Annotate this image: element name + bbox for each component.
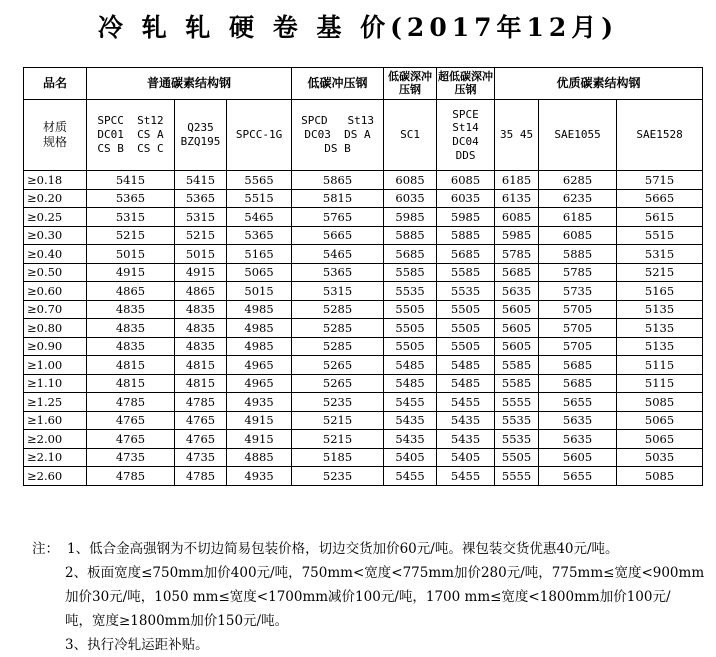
price-cell: 5315 — [87, 208, 175, 227]
price-cell: 5015 — [87, 245, 175, 264]
price-cell: 5405 — [437, 448, 495, 467]
price-cell: 4765 — [175, 411, 227, 430]
price-cell: 4765 — [175, 430, 227, 449]
price-cell: 5735 — [539, 282, 617, 301]
price-cell: 5505 — [437, 337, 495, 356]
price-cell: 4835 — [87, 337, 175, 356]
thickness-cell: ≥0.30 — [24, 226, 87, 245]
price-cell: 4735 — [175, 448, 227, 467]
price-cell: 6085 — [437, 171, 495, 190]
thickness-cell: ≥0.25 — [24, 208, 87, 227]
price-cell: 4935 — [227, 467, 292, 486]
price-cell: 5135 — [617, 319, 703, 338]
price-cell: 5285 — [292, 300, 384, 319]
price-cell: 5535 — [495, 411, 539, 430]
table-row — [24, 467, 703, 486]
price-cell: 5065 — [617, 411, 703, 430]
price-cell: 5485 — [437, 374, 495, 393]
price-cell: 5435 — [384, 411, 437, 430]
price-cell: 5085 — [617, 393, 703, 412]
price-cell: 5455 — [384, 393, 437, 412]
table-header-row-1 — [24, 68, 703, 100]
thickness-cell: ≥0.60 — [24, 282, 87, 301]
product-name-header: 品名 — [24, 68, 87, 100]
price-cell: 5985 — [437, 208, 495, 227]
group-header-ordinary-carbon: 普通碳素结构钢 — [87, 68, 292, 100]
price-cell: 5705 — [539, 337, 617, 356]
price-cell: 5505 — [437, 319, 495, 338]
price-cell: 5635 — [495, 282, 539, 301]
price-cell: 5455 — [437, 467, 495, 486]
price-cell: 5665 — [292, 226, 384, 245]
price-cell: 5535 — [495, 430, 539, 449]
page-title: 冷 轧 轧 硬 卷 基 价(2017年12月) — [97, 13, 619, 42]
price-cell: 5605 — [495, 319, 539, 338]
price-cell: 5585 — [495, 374, 539, 393]
price-cell: 5555 — [495, 393, 539, 412]
price-cell: 5515 — [227, 189, 292, 208]
price-cell: 5215 — [87, 226, 175, 245]
price-cell: 5465 — [292, 245, 384, 264]
price-cell: 5885 — [437, 226, 495, 245]
price-cell: 5455 — [384, 467, 437, 486]
spec-header: SPCE St14 DC04 DDS — [437, 100, 495, 171]
price-cell: 5365 — [87, 189, 175, 208]
price-cell: 4985 — [227, 319, 292, 338]
group-header-low-carbon-stamping: 低碳冲压钢 — [292, 68, 384, 100]
price-cell: 4835 — [175, 319, 227, 338]
thickness-cell: ≥2.60 — [24, 467, 87, 486]
price-cell: 4915 — [227, 430, 292, 449]
thickness-cell: ≥2.00 — [24, 430, 87, 449]
price-cell: 5585 — [384, 263, 437, 282]
price-cell: 6235 — [539, 189, 617, 208]
price-cell: 5435 — [437, 411, 495, 430]
group-header-low-carbon-deep-drawing-label: 低碳深冲压钢 — [388, 69, 433, 96]
price-cell: 6085 — [384, 171, 437, 190]
table-row — [24, 263, 703, 282]
thickness-cell: ≥2.10 — [24, 448, 87, 467]
price-cell: 4735 — [87, 448, 175, 467]
price-cell: 5505 — [495, 448, 539, 467]
price-cell: 5285 — [292, 319, 384, 338]
price-cell: 5485 — [384, 356, 437, 375]
price-cell: 6035 — [437, 189, 495, 208]
table-row — [24, 226, 703, 245]
price-cell: 5065 — [617, 430, 703, 449]
price-cell: 4835 — [87, 319, 175, 338]
price-cell: 4785 — [175, 393, 227, 412]
price-cell: 4915 — [87, 263, 175, 282]
price-cell: 5505 — [384, 337, 437, 356]
price-cell: 4885 — [227, 448, 292, 467]
price-cell: 4835 — [175, 337, 227, 356]
price-cell: 5715 — [617, 171, 703, 190]
table-row — [24, 411, 703, 430]
price-cell: 5365 — [292, 263, 384, 282]
price-cell: 5515 — [617, 226, 703, 245]
price-cell: 5135 — [617, 337, 703, 356]
spec-header: SPCC St12 DC01 CS A CS B CS C — [87, 100, 175, 171]
price-cell: 5285 — [292, 337, 384, 356]
price-cell: 4815 — [87, 356, 175, 375]
table-row — [24, 300, 703, 319]
thickness-cell: ≥0.40 — [24, 245, 87, 264]
price-cell: 5635 — [539, 430, 617, 449]
price-table-body — [24, 68, 703, 486]
price-cell: 5685 — [384, 245, 437, 264]
price-cell: 5315 — [617, 245, 703, 264]
price-cell: 5065 — [227, 263, 292, 282]
price-cell: 5135 — [617, 300, 703, 319]
price-cell: 4965 — [227, 374, 292, 393]
price-cell: 4765 — [87, 430, 175, 449]
price-cell: 4835 — [87, 300, 175, 319]
price-cell: 5215 — [292, 411, 384, 430]
price-cell: 5415 — [175, 171, 227, 190]
price-cell: 5765 — [292, 208, 384, 227]
price-cell: 5235 — [292, 393, 384, 412]
spec-header: SC1 — [384, 100, 437, 171]
thickness-cell: ≥1.00 — [24, 356, 87, 375]
note-2-continued-end: 吨，宽度≥1800mm加价150元/吨。 — [65, 613, 289, 629]
thickness-cell: ≥1.10 — [24, 374, 87, 393]
note-1-text: 1、低合金高强钢为不切边简易包装价格，切边交货加价60元/吨。裸包装交货优惠40元/吨。 — [67, 541, 619, 557]
price-cell: 5085 — [617, 467, 703, 486]
table-row — [24, 393, 703, 412]
price-cell: 5885 — [539, 245, 617, 264]
price-cell: 5785 — [495, 245, 539, 264]
group-header-low-carbon-deep-drawing — [384, 68, 437, 100]
price-cell: 5485 — [384, 374, 437, 393]
price-cell: 5605 — [495, 337, 539, 356]
price-cell: 4985 — [227, 300, 292, 319]
price-cell: 5635 — [539, 411, 617, 430]
spec-header: 35 45 — [495, 100, 539, 171]
notes — [32, 537, 712, 657]
price-cell: 4815 — [175, 356, 227, 375]
table-row — [24, 337, 703, 356]
table-row — [24, 189, 703, 208]
price-cell: 5505 — [384, 319, 437, 338]
spec-label-header: 材质 规格 — [24, 100, 87, 171]
price-cell: 5605 — [539, 448, 617, 467]
price-cell: 4865 — [175, 282, 227, 301]
price-cell: 5265 — [292, 374, 384, 393]
price-cell: 5985 — [384, 208, 437, 227]
price-cell: 5655 — [539, 467, 617, 486]
table-row — [24, 448, 703, 467]
price-cell: 5415 — [87, 171, 175, 190]
price-cell: 5665 — [617, 189, 703, 208]
price-cell: 6285 — [539, 171, 617, 190]
price-cell: 5555 — [495, 467, 539, 486]
price-cell: 5405 — [384, 448, 437, 467]
price-cell: 4785 — [87, 393, 175, 412]
price-table — [23, 67, 703, 486]
price-cell: 4865 — [87, 282, 175, 301]
price-cell: 5585 — [495, 356, 539, 375]
table-row — [24, 245, 703, 264]
price-cell: 5485 — [437, 356, 495, 375]
price-cell: 4915 — [175, 263, 227, 282]
price-cell: 5215 — [175, 226, 227, 245]
price-cell: 6185 — [539, 208, 617, 227]
thickness-cell: ≥1.25 — [24, 393, 87, 412]
note-2: 2、板面宽度≤750mm加价400元/吨，750mm<宽度<775mm加价280元/吨，775mm≤宽度<900mm — [65, 565, 705, 581]
price-cell: 6085 — [539, 226, 617, 245]
note-3: 3、执行冷轧运距补贴。 — [65, 637, 209, 653]
price-cell: 5505 — [384, 300, 437, 319]
price-cell: 6135 — [495, 189, 539, 208]
price-cell: 4785 — [87, 467, 175, 486]
price-cell: 5365 — [175, 189, 227, 208]
price-cell: 5685 — [495, 263, 539, 282]
price-cell: 5605 — [495, 300, 539, 319]
price-cell: 5015 — [227, 282, 292, 301]
price-cell: 6185 — [495, 171, 539, 190]
price-cell: 5655 — [539, 393, 617, 412]
group-header-quality-carbon: 优质碳素结构钢 — [495, 68, 703, 100]
price-cell: 4765 — [87, 411, 175, 430]
price-cell: 4815 — [175, 374, 227, 393]
price-cell: 5265 — [292, 356, 384, 375]
price-cell: 5985 — [495, 226, 539, 245]
price-cell: 5235 — [292, 467, 384, 486]
price-cell: 5185 — [292, 448, 384, 467]
price-cell: 5685 — [539, 374, 617, 393]
thickness-cell: ≥0.50 — [24, 263, 87, 282]
price-cell: 5315 — [292, 282, 384, 301]
price-cell: 5565 — [227, 171, 292, 190]
note-1 — [32, 537, 712, 561]
table-row — [24, 356, 703, 375]
price-cell: 5435 — [437, 430, 495, 449]
price-cell: 5865 — [292, 171, 384, 190]
price-cell: 6035 — [384, 189, 437, 208]
price-cell: 4985 — [227, 337, 292, 356]
group-header-ultra-low-carbon-deep-drawing-label: 超低碳深冲压钢 — [438, 69, 494, 96]
price-cell: 5505 — [437, 300, 495, 319]
price-cell: 5885 — [384, 226, 437, 245]
price-cell: 5165 — [617, 282, 703, 301]
thickness-cell: ≥1.60 — [24, 411, 87, 430]
price-cell: 6085 — [495, 208, 539, 227]
price-cell: 5435 — [384, 430, 437, 449]
price-cell: 4915 — [227, 411, 292, 430]
table-row — [24, 430, 703, 449]
price-cell: 5705 — [539, 300, 617, 319]
thickness-cell: ≥0.20 — [24, 189, 87, 208]
price-cell: 5785 — [539, 263, 617, 282]
price-cell: 5705 — [539, 319, 617, 338]
price-cell: 5455 — [437, 393, 495, 412]
price-cell: 5465 — [227, 208, 292, 227]
table-row — [24, 319, 703, 338]
price-cell: 5015 — [175, 245, 227, 264]
note-2-continued: 加价30元/吨，1050 mm≤宽度<1700mm减价100元/吨，1700 mm≤宽度<1800mm加价100元/ — [65, 589, 671, 605]
notes-prefix: 注： — [32, 541, 59, 557]
price-cell: 5535 — [437, 282, 495, 301]
table-row — [24, 171, 703, 190]
table-row — [24, 282, 703, 301]
spec-header: SAE1055 — [539, 100, 617, 171]
price-cell: 4935 — [227, 393, 292, 412]
price-cell: 5685 — [539, 356, 617, 375]
price-cell: 4835 — [175, 300, 227, 319]
price-cell: 5615 — [617, 208, 703, 227]
thickness-cell: ≥0.90 — [24, 337, 87, 356]
price-cell: 5035 — [617, 448, 703, 467]
price-cell: 4815 — [87, 374, 175, 393]
spec-header: SPCC-1G — [227, 100, 292, 171]
price-cell: 5215 — [292, 430, 384, 449]
price-cell: 5215 — [617, 263, 703, 282]
price-cell: 5315 — [175, 208, 227, 227]
group-header-ultra-low-carbon-deep-drawing — [437, 68, 495, 100]
table-row — [24, 208, 703, 227]
price-cell: 5535 — [384, 282, 437, 301]
price-cell: 5115 — [617, 374, 703, 393]
price-cell: 4965 — [227, 356, 292, 375]
table-header-row-2 — [24, 100, 703, 171]
price-cell: 5685 — [437, 245, 495, 264]
price-cell: 5365 — [227, 226, 292, 245]
price-cell: 5815 — [292, 189, 384, 208]
table-row — [24, 374, 703, 393]
thickness-cell: ≥0.70 — [24, 300, 87, 319]
price-cell: 5115 — [617, 356, 703, 375]
spec-header: SPCD St13 DC03 DS A DS B — [292, 100, 384, 171]
spec-header: SAE1528 — [617, 100, 703, 171]
thickness-cell: ≥0.18 — [24, 171, 87, 190]
price-cell: 5585 — [437, 263, 495, 282]
price-cell: 4785 — [175, 467, 227, 486]
thickness-cell: ≥0.80 — [24, 319, 87, 338]
price-cell: 5165 — [227, 245, 292, 264]
spec-header: Q235 BZQ195 — [175, 100, 227, 171]
